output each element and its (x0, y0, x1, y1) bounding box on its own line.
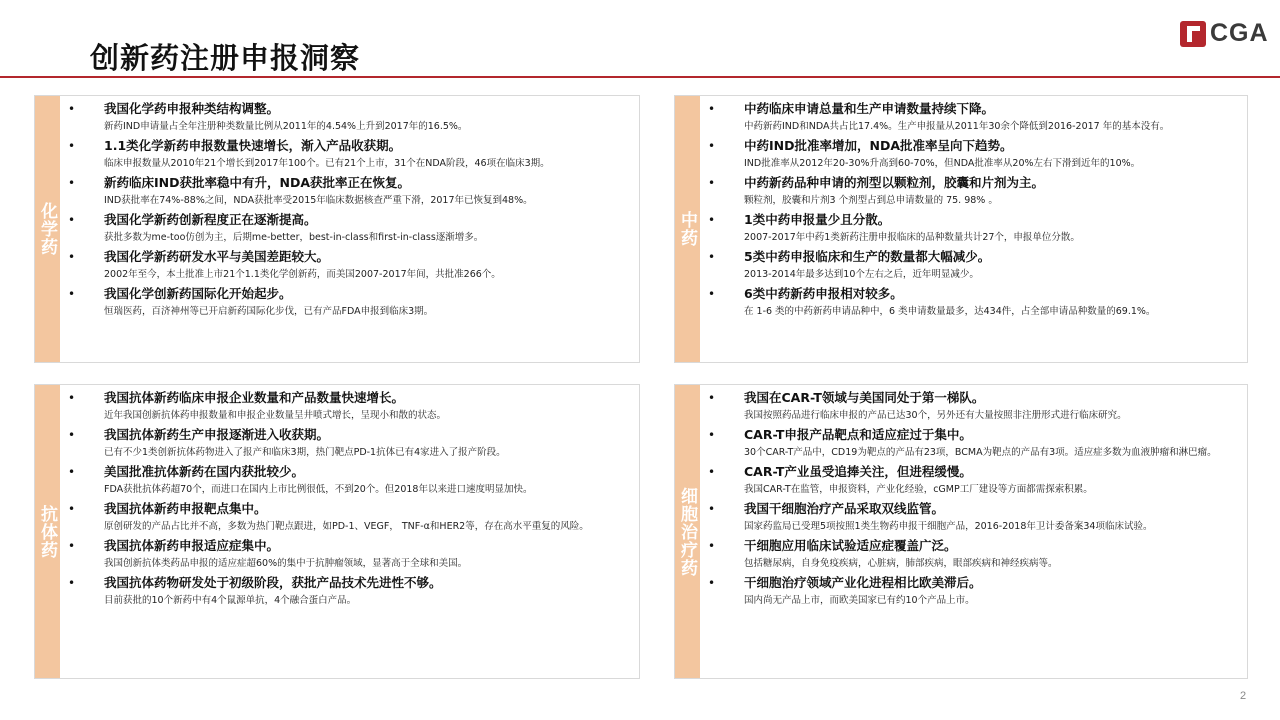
list-item (708, 137, 1243, 172)
list-item (708, 211, 1243, 246)
list-item (68, 137, 635, 172)
title-divider (0, 76, 1280, 78)
list-item (708, 500, 1243, 535)
item-heading: • 中药IND批准率增加，NDA批准率呈向下趋势。 (708, 137, 1243, 155)
list-item (68, 426, 635, 461)
cga-logo (1180, 20, 1272, 50)
item-description: 我国CAR-T在监管，申报资料，产业化经验，cGMP工厂建设等方面都需探索积累。 (744, 484, 1093, 495)
panel-chemical-drugs (34, 95, 640, 363)
list-item (68, 100, 635, 135)
item-heading: • 6类中药新药申报相对较多。 (708, 285, 1243, 303)
item-heading: • 我国化学创新药国际化开始起步。 (68, 285, 635, 303)
item-heading: • 我国抗体新药申报适应症集中。 (68, 537, 635, 555)
item-heading: • 我国干细胞治疗产品采取双线监管。 (708, 500, 1243, 518)
list-item (68, 537, 635, 572)
panel-tag: 抗体药 (35, 385, 60, 678)
list-item (708, 285, 1243, 320)
item-description: 30个CAR-T产品中，CD19为靶点的产品有23项，BCMA为靶点的产品有3项。适应症多数为血液肿瘤和淋巴瘤。 (744, 447, 1217, 458)
list-item (708, 100, 1243, 135)
item-heading: • 干细胞应用临床试验适应症覆盖广泛。 (708, 537, 1243, 555)
panel-tag: 细胞治疗药 (675, 385, 700, 678)
item-description: 包括糖尿病，自身免疫疾病，心脏病，肺部疾病，眼部疾病和神经疾病等。 (744, 558, 1058, 569)
item-heading: • CAR-T申报产品靶点和适应症过于集中。 (708, 426, 1243, 444)
list-item (708, 174, 1243, 209)
panel-tag: 中药 (675, 96, 700, 362)
item-heading: • 我国在CAR-T领域与美国同处于第一梯队。 (708, 389, 1243, 407)
list-item (708, 248, 1243, 283)
item-description: 原创研发的产品占比并不高，多数为热门靶点跟进，如PD-1、VEGF， TNF-α和HER2等，存在高水平重复的风险。 (104, 521, 589, 532)
item-heading: • 1.1类化学新药申报数量快速增长，渐入产品收获期。 (68, 137, 635, 155)
item-heading: • CAR-T产业虽受追捧关注，但进程缓慢。 (708, 463, 1243, 481)
item-description: 中药新药IND和NDA共占比17.4%。生产申报量从2011年30余个降低到2016-2017 年的基本没有。 (744, 121, 1170, 132)
panel-tcm (674, 95, 1248, 363)
list-item (68, 389, 635, 424)
item-description: 目前获批的10个新药中有4个鼠源单抗，4个融合蛋白产品。 (104, 595, 357, 606)
list-item (708, 574, 1243, 609)
item-heading: • 我国化学新药创新程度正在逐渐提高。 (68, 211, 635, 229)
item-description: 在 1-6 类的中药新药申请品种中，6 类申请数量最多，达434件，占全部申请品种数量的69.1%。 (744, 306, 1156, 317)
list-item (68, 463, 635, 498)
item-description: 近年我国创新抗体药申报数量和申报企业数量呈井喷式增长，呈现小和散的状态。 (104, 410, 447, 421)
item-description: IND获批率在74%-88%之间，NDA获批率受2015年临床数据核查严重下滑，2017年已恢复到48%。 (104, 195, 533, 206)
item-description: 我国按照药品进行临床申报的产品已达30个，另外还有大量按照非注册形式进行临床研究。 (744, 410, 1127, 421)
list-item (68, 248, 635, 283)
item-description: IND批准率从2012年20-30%升高到60-70%，但NDA批准率从20%左右下滑到近年的10%。 (744, 158, 1141, 169)
item-heading: • 5类中药申报临床和生产的数量都大幅减少。 (708, 248, 1243, 266)
item-description: 2007-2017年中药1类新药注册申报临床的品种数量共计27个，申报单位分散。 (744, 232, 1080, 243)
item-heading: • 中药临床申请总量和生产申请数量持续下降。 (708, 100, 1243, 118)
list-item (708, 537, 1243, 572)
item-description: 获批多数为me-too仿创为主，后期me-better，best-in-class和first-in-class逐渐增多。 (104, 232, 484, 243)
list-item (708, 463, 1243, 498)
item-heading: • 我国化学药申报种类结构调整。 (68, 100, 635, 118)
item-description: 国家药监局已受理5项按照1类生物药申报干细胞产品，2016-2018年卫计委备案34项临床试验。 (744, 521, 1153, 532)
logo-text: CGA (1210, 19, 1269, 47)
cga-logo-icon (1180, 21, 1206, 47)
list-item (708, 389, 1243, 424)
item-heading: • 我国抗体新药临床申报企业数量和产品数量快速增长。 (68, 389, 635, 407)
panel-antibody-drugs (34, 384, 640, 679)
item-description: 2002年至今，本土批准上市21个1.1类化学创新药，而美国2007-2017年间，共批准266个。 (104, 269, 501, 280)
item-description: 已有不少1类创新抗体药物进入了报产和临床3期，热门靶点PD-1抗体已有4家进入了报产阶段。 (104, 447, 506, 458)
list-item (68, 211, 635, 246)
list-item (68, 174, 635, 209)
list-item (68, 285, 635, 320)
item-heading: • 新药临床IND获批率稳中有升，NDA获批率正在恢复。 (68, 174, 635, 192)
item-description: 临床申报数量从2010年21个增长到2017年100个。已有21个上市，31个在NDA阶段，46项在临床3期。 (104, 158, 550, 169)
item-description: 我国创新抗体类药品申报的适应症超60%的集中于抗肿瘤领域，显著高于全球和美国。 (104, 558, 468, 569)
item-description: FDA获批抗体药超70个，而进口在国内上市比例很低，不到20个。但2018年以来进口速度明显加快。 (104, 484, 533, 495)
list-item (708, 426, 1243, 461)
item-description: 新药IND申请量占全年注册种类数量比例从2011年的4.54%上升到2017年的16.5%。 (104, 121, 468, 132)
item-description: 颗粒剂，胶囊和片剂3 个剂型占到总申请数量的 75. 98% 。 (744, 195, 998, 206)
page-title: 创新药注册申报洞察 (90, 41, 361, 75)
item-heading: • 我国抗体新药申报靶点集中。 (68, 500, 635, 518)
item-heading: • 1类中药申报量少且分散。 (708, 211, 1243, 229)
item-description: 恒瑞医药，百济神州等已开启新药国际化步伐，已有产品FDA申报到临床3期。 (104, 306, 434, 317)
item-description: 2013-2014年最多达到10个左右之后，近年明显减少。 (744, 269, 979, 280)
item-description: 国内尚无产品上市，而欧美国家已有约10个产品上市。 (744, 595, 975, 606)
item-heading: • 干细胞治疗领域产业化进程相比欧美滞后。 (708, 574, 1243, 592)
panel-tag: 化学药 (35, 96, 60, 362)
item-heading: • 我国化学新药研发水平与美国差距较大。 (68, 248, 635, 266)
page-number: 2 (1240, 690, 1247, 702)
item-heading: • 美国批准抗体新药在国内获批较少。 (68, 463, 635, 481)
item-heading: • 我国抗体新药生产申报逐渐进入收获期。 (68, 426, 635, 444)
list-item (68, 574, 635, 609)
item-heading: • 我国抗体药物研发处于初级阶段，获批产品技术先进性不够。 (68, 574, 635, 592)
panel-cell-therapy (674, 384, 1248, 679)
list-item (68, 500, 635, 535)
item-heading: • 中药新药品种申请的剂型以颗粒剂，胶囊和片剂为主。 (708, 174, 1243, 192)
